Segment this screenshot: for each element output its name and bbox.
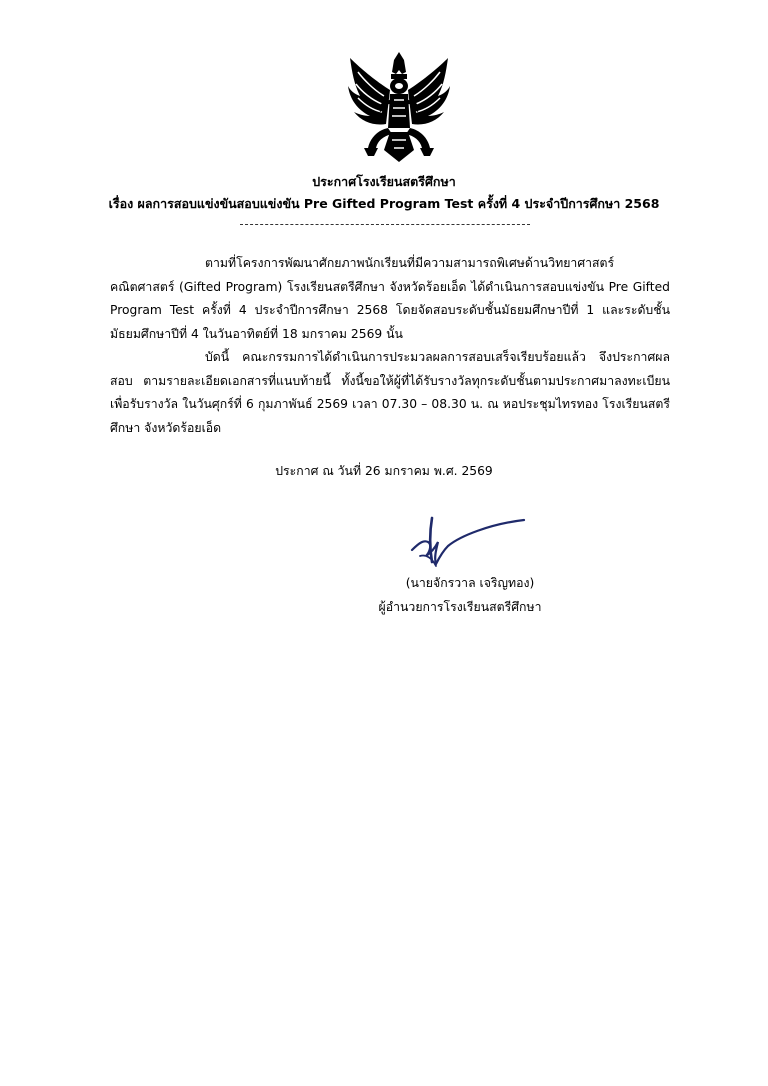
divider-line xyxy=(240,224,530,225)
announcement-subject: เรื่อง ผลการสอบแข่งขันสอบแข่งขัน Pre Gifted Program Test ครั้งที่ 4 ประจำปีการศึกษา 2568 xyxy=(108,196,660,211)
signer-position: ผู้อำนวยการโรงเรียนสตรีศึกษา xyxy=(378,600,542,614)
body-paragraph-2: บัดนี้ คณะกรรมการได้ดำเนินการประมวลผลการสอบเสร็จเรียบร้อยแล้ว จึงประกาศผลสอบ ตามรายละเอียดเอกสารที่แนบท้ายนี้ ทั้งนี้ขอให้ผู้ที่ได้รับรางวัลทุกระดับชั้นตามประกาศมาลงทะเบียนเพื่อรับรางวัล ในวันศุกร์ที่ 6 กุมภาพันธ์ 2569 เวลา 07.30 – 08.30 น. ณ หอประชุมไทรทอง โรงเรียนสตรีศึกษา จังหวัดร้อยเอ็ด xyxy=(110,350,670,435)
announcement-title: ประกาศโรงเรียนสตรีศึกษา xyxy=(312,174,456,189)
signer-name: (นายจักรวาล เจริญทอง) xyxy=(405,576,535,590)
body-paragraph-1: ตามที่โครงการพัฒนาศักยภาพนักเรียนที่มีความสามารถพิเศษด้านวิทยาศาสตร์ คณิตศาสตร์ (Gifted Program) โรงเรียนสตรีศึกษา จังหวัดร้อยเอ็ด ได้ดำเนินการสอบแข่งขัน Pre Gifted Program Test ครั้งที่ 4 ประจำปีการศึกษา 2568 โดยจัดสอบระดับชั้นมัธยมศึกษาปีที่ 1 และระดับชั้นมัธยมศึกษาปีที่ 4 ในวันอาทิตย์ที่ 18 มกราคม 2569 นั้น xyxy=(110,256,670,341)
announcement-date: ประกาศ ณ วันที่ 26 มกราคม พ.ศ. 2569 xyxy=(275,464,493,478)
garuda-emblem-icon xyxy=(344,50,454,166)
signature-icon xyxy=(410,516,530,576)
